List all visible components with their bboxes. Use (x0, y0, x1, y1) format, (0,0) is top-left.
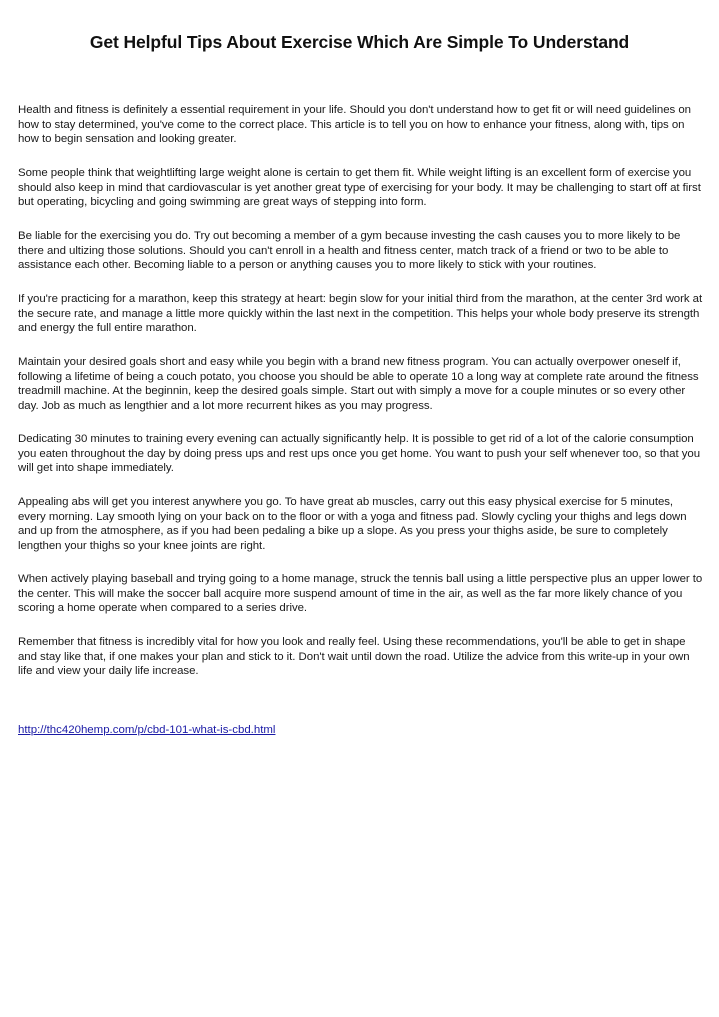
paragraph-6: Dedicating 30 minutes to training every evening can actually significantly help. It is possible to get rid of a lot of the calorie consumption you eaten throughout the day by doing press ups and rest ups once you get home. You want to push your self whenever too, so that you will get into shape immediately. (18, 433, 701, 475)
source-link[interactable]: http://thc420hemp.com/p/cbd-101-what-is-cbd.html (18, 724, 276, 736)
paragraph-2: Some people think that weightlifting large weight alone is certain to get them fit. While weight lifting is an excellent form of exercise you should also keep in mind that cardiovascular is yet another great type of exercising for your body. It may be challenging to start off at first but operating, bicycling and going swimming are great ways of stepping into form. (18, 167, 701, 209)
page-title: Get Helpful Tips About Exercise Which Are Simple To Understand (89, 32, 630, 52)
paragraph-8: When actively playing baseball and trying going to a home manage, struck the tennis ball using a little perspective plus an upper lower to the center. This will make the soccer ball acquire more suspend amount of time in the air, as well as the far more likely chance of you scoring a home operate when compared to a series drive. (18, 573, 703, 615)
paragraph-1: Health and fitness is definitely a essential requirement in your life. Should you don't understand how to get fit or will need guidelines on how to stay determined, you've come to the correct place. This article is to tell you on how to enhance your fitness, along with, tips on how to begin sensation and looking greater. (18, 104, 691, 146)
paragraph-5: Maintain your desired goals short and easy while you begin with a brand new fitness program. You can actually overpower oneself if, following a lifetime of being a couch potato, you choose you should be able to operate 10 a long way at complete rate around the fitness treadmill machine. At the beginnin, keep the desired goals simple. Start out with simply a move for a couple minutes or so every other day. Job as much as lengthier and a lot more recurrent hikes as you may progress. (18, 356, 699, 412)
paragraph-9: Remember that fitness is incredibly vital for how you look and really feel. Using these recommendations, you'll be able to get in shape and stay like that, if one makes your plan and stick to it. Don't wait until down the road. Utilize the advice from this write-up in your own life and view your daily life increase. (18, 636, 690, 678)
paragraph-7: Appealing abs will get you interest anywhere you go. To have great ab muscles, carry out this easy physical exercise for 5 minutes, every morning. Lay smooth lying on your back on to the floor or with a yoga and fitness pad. Slowly cycling your thighs and legs down and up from the atmosphere, as if you had been pedaling a bike up a slope. As you press your thighs aside, be sure to completely lengthen your thighs so your knee joints are right. (18, 496, 687, 552)
paragraph-3: Be liable for the exercising you do. Try out becoming a member of a gym because investing the cash causes you to more likely to be there and ultizing those solutions. Should you can't enroll in a health and fitness center, match track of a friend or two to be able to assistance each other. Becoming liable to a person or anything causes you to more likely to stick with your routines. (18, 230, 681, 272)
paragraph-4: If you're practicing for a marathon, keep this strategy at heart: begin slow for your initial third from the marathon, at the center 3rd work at the secure rate, and manage a little more quickly within the last next in the competition. This helps your whole body preserve its strength and energy the full entire marathon. (18, 293, 703, 335)
